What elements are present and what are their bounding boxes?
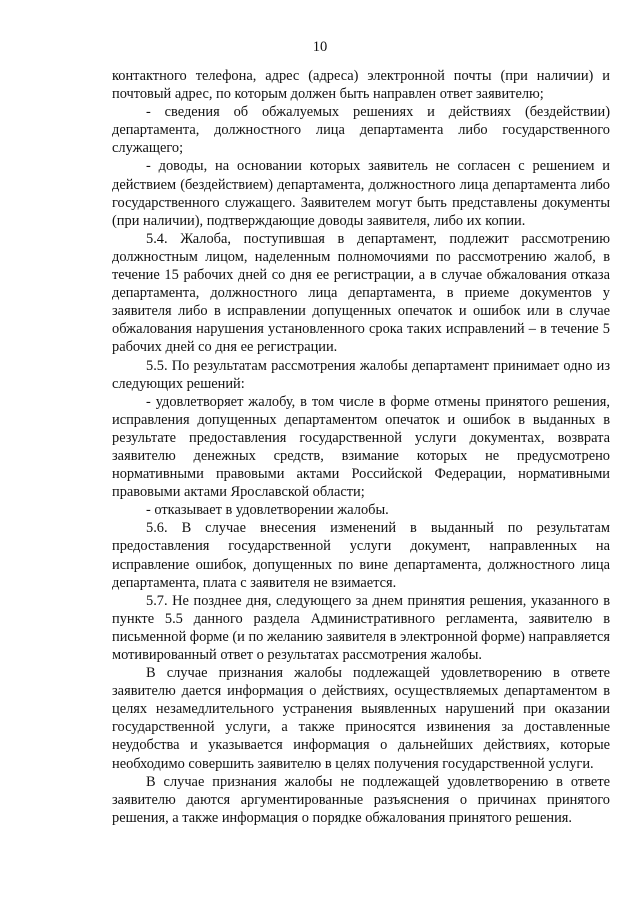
paragraph-5-7: 5.7. Не позднее дня, следующего за днем принятия решения, указанного в пункте 5.5 данного раздела Административного регламента, заявителю в письменной форме (и по желанию заявителя в электронной форме) направляется мотивированный ответ о результатах рассмотрения жалобы.	[112, 592, 610, 663]
paragraph-complaint-upheld: В случае признания жалобы подлежащей удовлетворению в ответе заявителю дается информация о действиях, осуществляемых департаментом в целях незамедлительного устранения выявленных нарушений при оказании государственной услуги, а также приносятся извинения за доставленные неудобства и указывается информация о дальнейших действиях, которые необходимо совершить заявителю в целях получения государственной услуги.	[112, 665, 610, 772]
paragraph-contact-details: контактного телефона, адрес (адреса) электронной почты (при наличии) и почтовый адрес, по которым должен быть направлен ответ заявителю;	[112, 68, 610, 103]
paragraph-appealed-decisions: - сведения об обжалуемых решениях и действиях (бездействии) департамента, должностного лица департамента либо государственного служащего;	[112, 104, 610, 157]
document-body	[112, 67, 610, 827]
paragraph-satisfy-complaint: - удовлетворяет жалобу, в том числе в форме отмены принятого решения, исправления допущенных департаментом опечаток и ошибок в выданных в результате предоставления государственной услуги документах, возврата заявителю денежных средств, взимание которых не предусмотрено нормативными правовыми актами Российской Федерации, нормативными правовыми актами Ярославской области;	[112, 393, 610, 501]
paragraph-5-6: 5.6. В случае внесения изменений в выданный по результатам предоставления государственной услуги документ, направленных на исправление ошибок, допущенных по вине департамента, должностного лица департамента, плата с заявителя не взимается.	[112, 520, 610, 591]
paragraph-arguments: - доводы, на основании которых заявитель не согласен с решением и действием (бездействием) департамента, должностного лица департамента либо государственного служащего. Заявителем могут быть представлены документы (при наличии), подтверждающие доводы заявителя, либо их копии.	[112, 158, 610, 229]
paragraph-5-5: 5.5. По результатам рассмотрения жалобы департамент принимает одно из следующих решений:	[112, 357, 610, 392]
paragraph-reject-complaint: - отказывает в удовлетворении жалобы.	[146, 502, 389, 519]
paragraph-5-4: 5.4. Жалоба, поступившая в департамент, подлежит рассмотрению должностным лицом, наделенным полномочиями по рассмотрению жалоб, в течение 15 рабочих дней со дня ее регистрации, а в случае обжалования отказа департамента, должностного лица департамента, в приеме документов у заявителя либо в исправлении допущенных опечаток и ошибок или в случае обжалования нарушения установленного срока таких исправлений – в течение 5 рабочих дней со дня ее регистрации.	[112, 230, 610, 356]
paragraph-complaint-dismissed: В случае признания жалобы не подлежащей удовлетворению в ответе заявителю даются аргументированные разъяснения о причинах принятого решения, а также информация о порядке обжалования принятого решения.	[112, 773, 610, 826]
page-number: 10	[312, 39, 328, 55]
